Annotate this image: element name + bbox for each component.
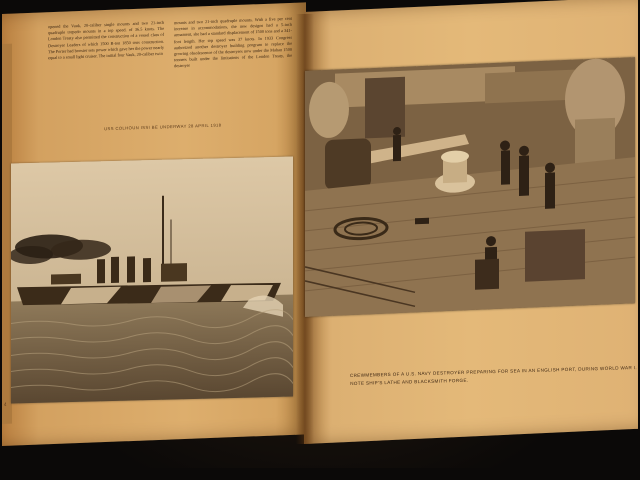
left-photo-caption: USS COLHOUN ISSI BE UNDERWAY 28 APRIL 1918 <box>103 122 222 132</box>
left-text-column-a: opened the Vauk, 20-caliber single mounts and two 21-inch quadruple torpedo mounts in a top speed. of 36.5 knots. The London Treaty also permitted the construction of a vessel class of Destroyer Leaders of which 1500 R-ton 1850 tons construction. The Porter had booster sets power which gave her the power nearly equal to a small light cruiser. The initial four Vauk, 20-caliber twin <box>48 19 164 61</box>
page-number: 4 <box>4 402 7 407</box>
destroyer-photo <box>11 157 293 404</box>
destroyer-illustration <box>11 157 293 404</box>
deck-crew-photo <box>305 57 635 317</box>
caption-line-2: NOTE SHIP'S LATHE AND BLACKSMITH FORGE. <box>350 377 469 387</box>
caption-line-1: CREWMEMBERS OF A U.S. NAVY DESTROYER PREPARING FOR SEA IN AN ENGLISH PORT, DURING WORLD WAR I. <box>349 365 638 379</box>
left-text-column-b: mounts and two 21-inch quadruple mounts. With a five per cent increase in accommodations, the new designs had a 5-inch armament, she had a standard displacement of 1500 tons and a 341-foot length. Her top speed was 37 knots. In 1933 Congress authorized another destroyer building program to replace the growing obsolescence of the destroyers now under the Mahan 1500 tonners built under the limitations of the London Treaty, the destroyer <box>174 15 292 69</box>
deck-illustration <box>305 57 635 317</box>
